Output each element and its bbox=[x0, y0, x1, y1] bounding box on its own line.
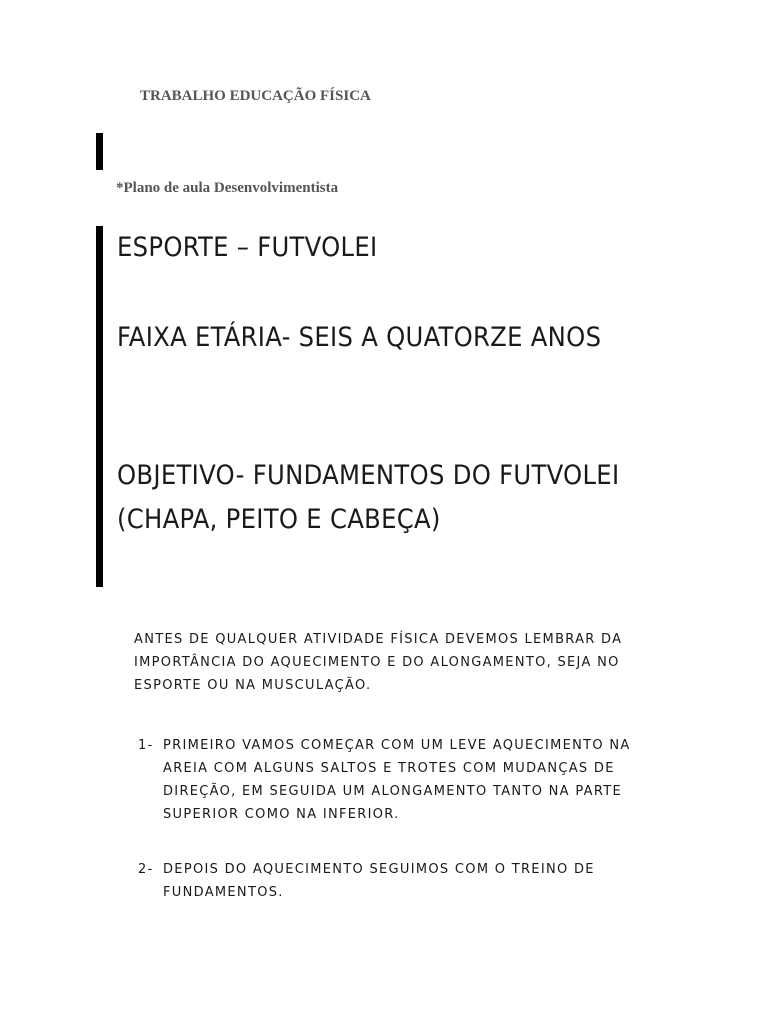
heading-block-bar bbox=[96, 226, 103, 587]
list-item-text: PRIMEIRO VAMOS COMEÇAR COM UM LEVE AQUECIMENTO NA AREIA COM ALGUNS SALTOS E TROTES COM MUDANÇAS DE DIREÇÃO, EM SEGUIDA UM ALONGAMENTO TANTO NA PARTE SUPERIOR COMO NA INFERIOR. bbox=[163, 738, 631, 822]
objective-heading: OBJETIVO- FUNDAMENTOS DO FUTVOLEI (CHAPA, PEITO E CABEÇA) bbox=[117, 460, 620, 535]
intro-paragraph: ANTES DE QUALQUER ATIVIDADE FÍSICA DEVEMOS LEMBRAR DA IMPORTÂNCIA DO AQUECIMENTO E DO ALONGAMENTO, SEJA NO ESPORTE OU NA MUSCULAÇÃO. bbox=[134, 632, 623, 693]
sport-heading: ESPORTE – FUTVOLEI bbox=[117, 232, 378, 263]
document-title: TRABALHO EDUCAÇÃO FÍSICA bbox=[140, 88, 371, 104]
plan-note: *Plano de aula Desenvolvimentista bbox=[116, 180, 339, 196]
list-item-number: 1- bbox=[138, 738, 154, 753]
age-range-heading: FAIXA ETÁRIA- SEIS A QUATORZE ANOS bbox=[117, 322, 602, 353]
list-item-number: 2- bbox=[138, 862, 154, 877]
heading-marker-bar bbox=[96, 133, 103, 170]
list-item-text: DEPOIS DO AQUECIMENTO SEGUIMOS COM O TREINO DE FUNDAMENTOS. bbox=[163, 862, 595, 900]
